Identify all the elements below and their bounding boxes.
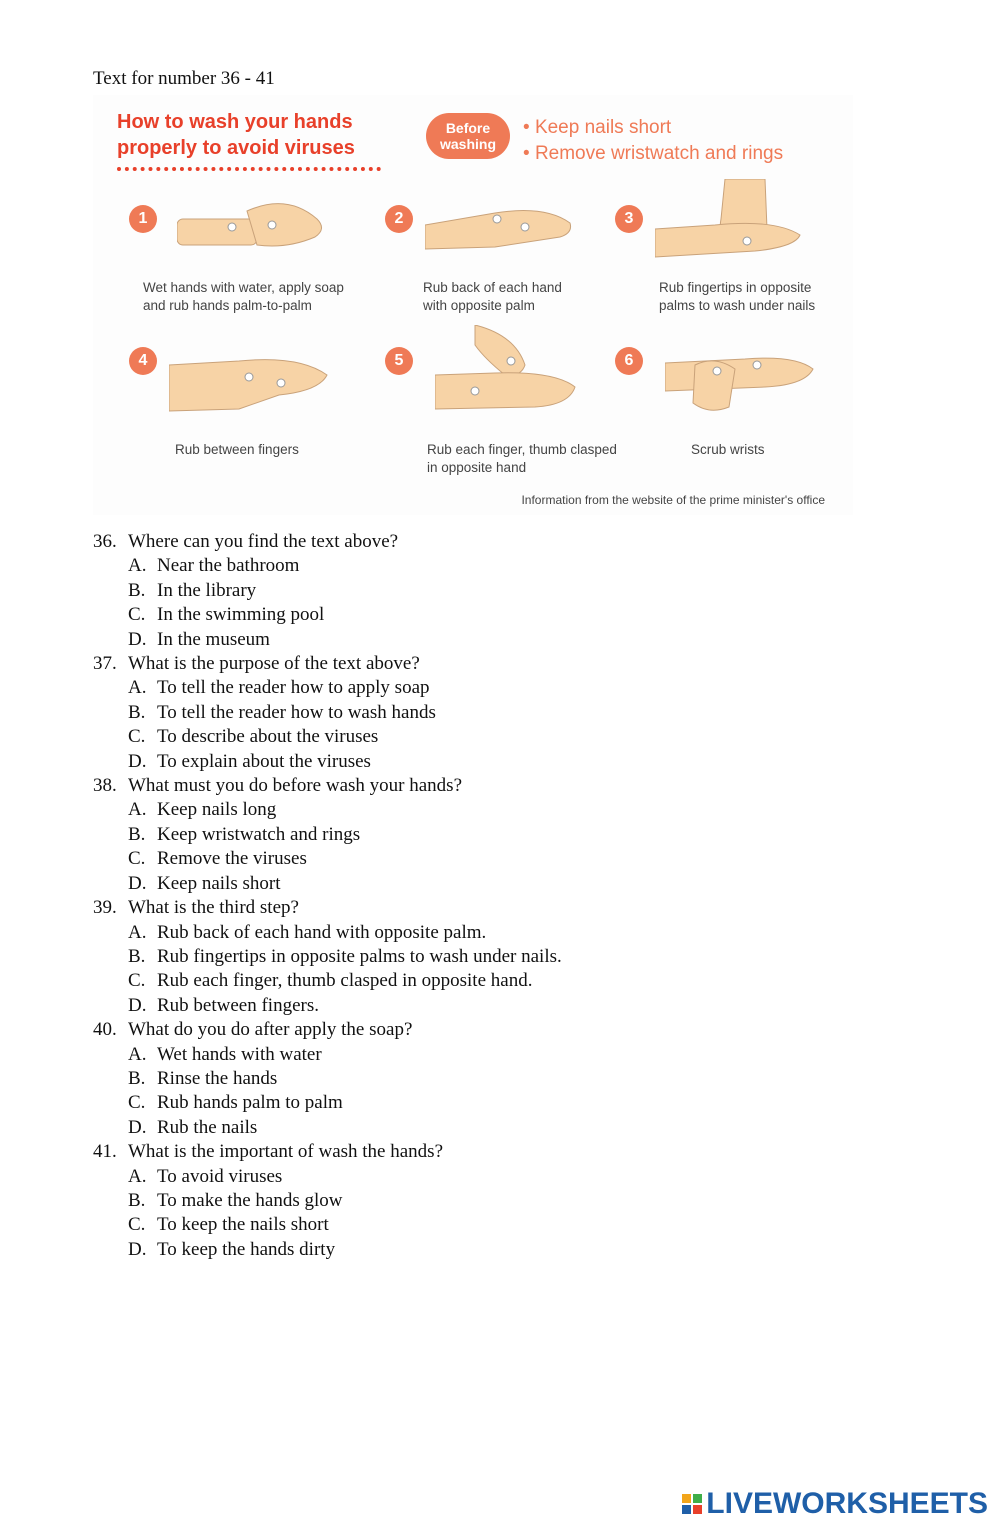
question-text: What is the important of wash the hands? (128, 1141, 444, 1163)
option-letter: B. (128, 1067, 146, 1089)
option-letter: B. (128, 579, 146, 601)
option-letter: D. (128, 994, 147, 1016)
answer-option[interactable] (128, 676, 913, 700)
option-text: In the museum (157, 628, 270, 650)
question-text: What do you do after apply the soap? (128, 1019, 413, 1041)
option-letter: C. (128, 848, 146, 870)
question-number: 36. (93, 531, 117, 552)
question-row (93, 774, 913, 798)
answer-option[interactable] (128, 1091, 913, 1115)
step-6 (615, 347, 845, 467)
step-number: 5 (385, 347, 413, 375)
option-text: To avoid viruses (157, 1165, 283, 1187)
question-row (93, 652, 913, 676)
step-2 (385, 205, 615, 325)
step-caption: Rub between fingers (175, 442, 299, 457)
step-caption: Wet hands with water, apply soap and rub hands palm-to-palm (143, 280, 344, 313)
answer-option[interactable] (128, 1043, 913, 1067)
before-washing-badge: Before washing (426, 113, 510, 159)
option-letter: D. (128, 628, 147, 650)
answer-option[interactable] (128, 969, 913, 993)
scrub-wrists-icon (665, 345, 815, 425)
option-letter: A. (128, 1165, 147, 1187)
question-row (93, 530, 913, 554)
answer-option[interactable] (128, 1238, 913, 1262)
answer-option[interactable] (128, 994, 913, 1018)
answer-option[interactable] (128, 725, 913, 749)
option-text: Rub the nails (157, 1116, 258, 1138)
option-text: Rub fingertips in opposite palms to wash under nails. (157, 945, 562, 967)
option-text: Near the bathroom (157, 555, 300, 577)
handwashing-infographic (93, 95, 853, 515)
option-text: Rub between fingers. (157, 994, 319, 1016)
hands-palm-to-palm-icon (177, 197, 327, 267)
option-text: Rub back of each hand with opposite palm. (157, 921, 487, 943)
infographic-source: Information from the website of the prime minister's office (521, 493, 825, 507)
question-number: 41. (93, 1141, 117, 1163)
option-letter: C. (128, 970, 146, 992)
option-letter: C. (128, 604, 146, 626)
question-text: What is the third step? (128, 897, 299, 919)
answer-option[interactable] (128, 750, 913, 774)
step-4 (129, 347, 369, 467)
option-text: Keep nails short (157, 872, 281, 894)
between-fingers-icon (169, 351, 329, 421)
answer-option[interactable] (128, 823, 913, 847)
step-1 (129, 205, 369, 325)
option-text: Keep nails long (157, 799, 277, 821)
step-number: 3 (615, 205, 643, 233)
option-letter: D. (128, 750, 147, 772)
question-row (93, 1018, 913, 1042)
option-text: To tell the reader how to wash hands (157, 701, 436, 723)
option-letter: A. (128, 921, 147, 943)
hand-back-rub-icon (425, 195, 575, 265)
answer-option[interactable] (128, 603, 913, 627)
brand-logo-icon (682, 1494, 702, 1514)
option-text: To describe about the viruses (157, 726, 379, 748)
step-caption: Rub fingertips in opposite palms to wash under nails (659, 280, 816, 313)
question-row (93, 896, 913, 920)
option-letter: B. (128, 1189, 146, 1211)
option-text: To keep the hands dirty (157, 1238, 336, 1260)
answer-option[interactable] (128, 1213, 913, 1237)
answer-option[interactable] (128, 1067, 913, 1091)
step-5 (385, 347, 625, 477)
option-text: Rinse the hands (157, 1067, 278, 1089)
option-letter: C. (128, 726, 146, 748)
tip-item: • Keep nails short (523, 115, 783, 141)
answer-option[interactable] (128, 701, 913, 725)
answer-option[interactable] (128, 945, 913, 969)
step-caption: Scrub wrists (691, 442, 765, 457)
option-letter: A. (128, 555, 147, 577)
question-text: What is the purpose of the text above? (128, 653, 420, 675)
liveworksheets-logo: LIVEWORKSHEETS (682, 1487, 988, 1521)
option-text: Keep wristwatch and rings (157, 823, 361, 845)
answer-option[interactable] (128, 872, 913, 896)
option-letter: D. (128, 872, 147, 894)
option-text: To make the hands glow (157, 1189, 343, 1211)
option-text: To keep the nails short (157, 1214, 329, 1236)
title-dotted-divider (117, 167, 381, 171)
option-text: In the library (157, 579, 257, 601)
step-caption: Rub each finger, thumb clasped in opposite hand (427, 442, 617, 475)
option-letter: B. (128, 945, 146, 967)
option-letter: B. (128, 823, 146, 845)
tip-item: • Remove wristwatch and rings (523, 141, 783, 167)
answer-option[interactable] (128, 1165, 913, 1189)
thumb-clasp-icon (435, 325, 585, 425)
fingertips-rub-icon (655, 179, 805, 269)
option-text: To tell the reader how to apply soap (157, 677, 430, 699)
step-caption: Rub back of each hand with opposite palm (423, 280, 562, 313)
step-number: 2 (385, 205, 413, 233)
intro-text: Text for number 36 - 41 (93, 68, 275, 89)
step-number: 4 (129, 347, 157, 375)
option-text: Rub each finger, thumb clasped in opposite hand. (157, 970, 533, 992)
answer-option[interactable] (128, 921, 913, 945)
option-letter: A. (128, 799, 147, 821)
option-letter: C. (128, 1092, 146, 1114)
answer-option[interactable] (128, 1189, 913, 1213)
step-number: 6 (615, 347, 643, 375)
option-letter: A. (128, 1043, 147, 1065)
question-number: 40. (93, 1019, 117, 1041)
option-letter: C. (128, 1214, 146, 1236)
question-number: 39. (93, 897, 117, 919)
answer-option[interactable] (128, 579, 913, 603)
option-text: Remove the viruses (157, 848, 307, 870)
answer-option[interactable] (128, 847, 913, 871)
question-number: 37. (93, 653, 117, 675)
question-text: What must you do before wash your hands? (128, 775, 463, 797)
question-number: 38. (93, 775, 117, 797)
option-text: To explain about the viruses (157, 750, 371, 772)
option-text: Rub hands palm to palm (157, 1092, 343, 1114)
option-text: In the swimming pool (157, 604, 325, 626)
answer-option[interactable] (128, 554, 913, 578)
question-list (93, 530, 913, 1262)
answer-option[interactable] (128, 798, 913, 822)
option-letter: D. (128, 1116, 147, 1138)
option-letter: A. (128, 677, 147, 699)
step-3 (615, 205, 845, 325)
question-row (93, 1140, 913, 1164)
question-text: Where can you find the text above? (128, 531, 399, 552)
option-letter: B. (128, 701, 146, 723)
step-number: 1 (129, 205, 157, 233)
before-washing-tips (523, 115, 783, 167)
option-text: Wet hands with water (157, 1043, 322, 1065)
answer-option[interactable] (128, 628, 913, 652)
option-letter: D. (128, 1238, 147, 1260)
infographic-title: How to wash your hands properly to avoid viruses (117, 111, 355, 159)
answer-option[interactable] (128, 1116, 913, 1140)
